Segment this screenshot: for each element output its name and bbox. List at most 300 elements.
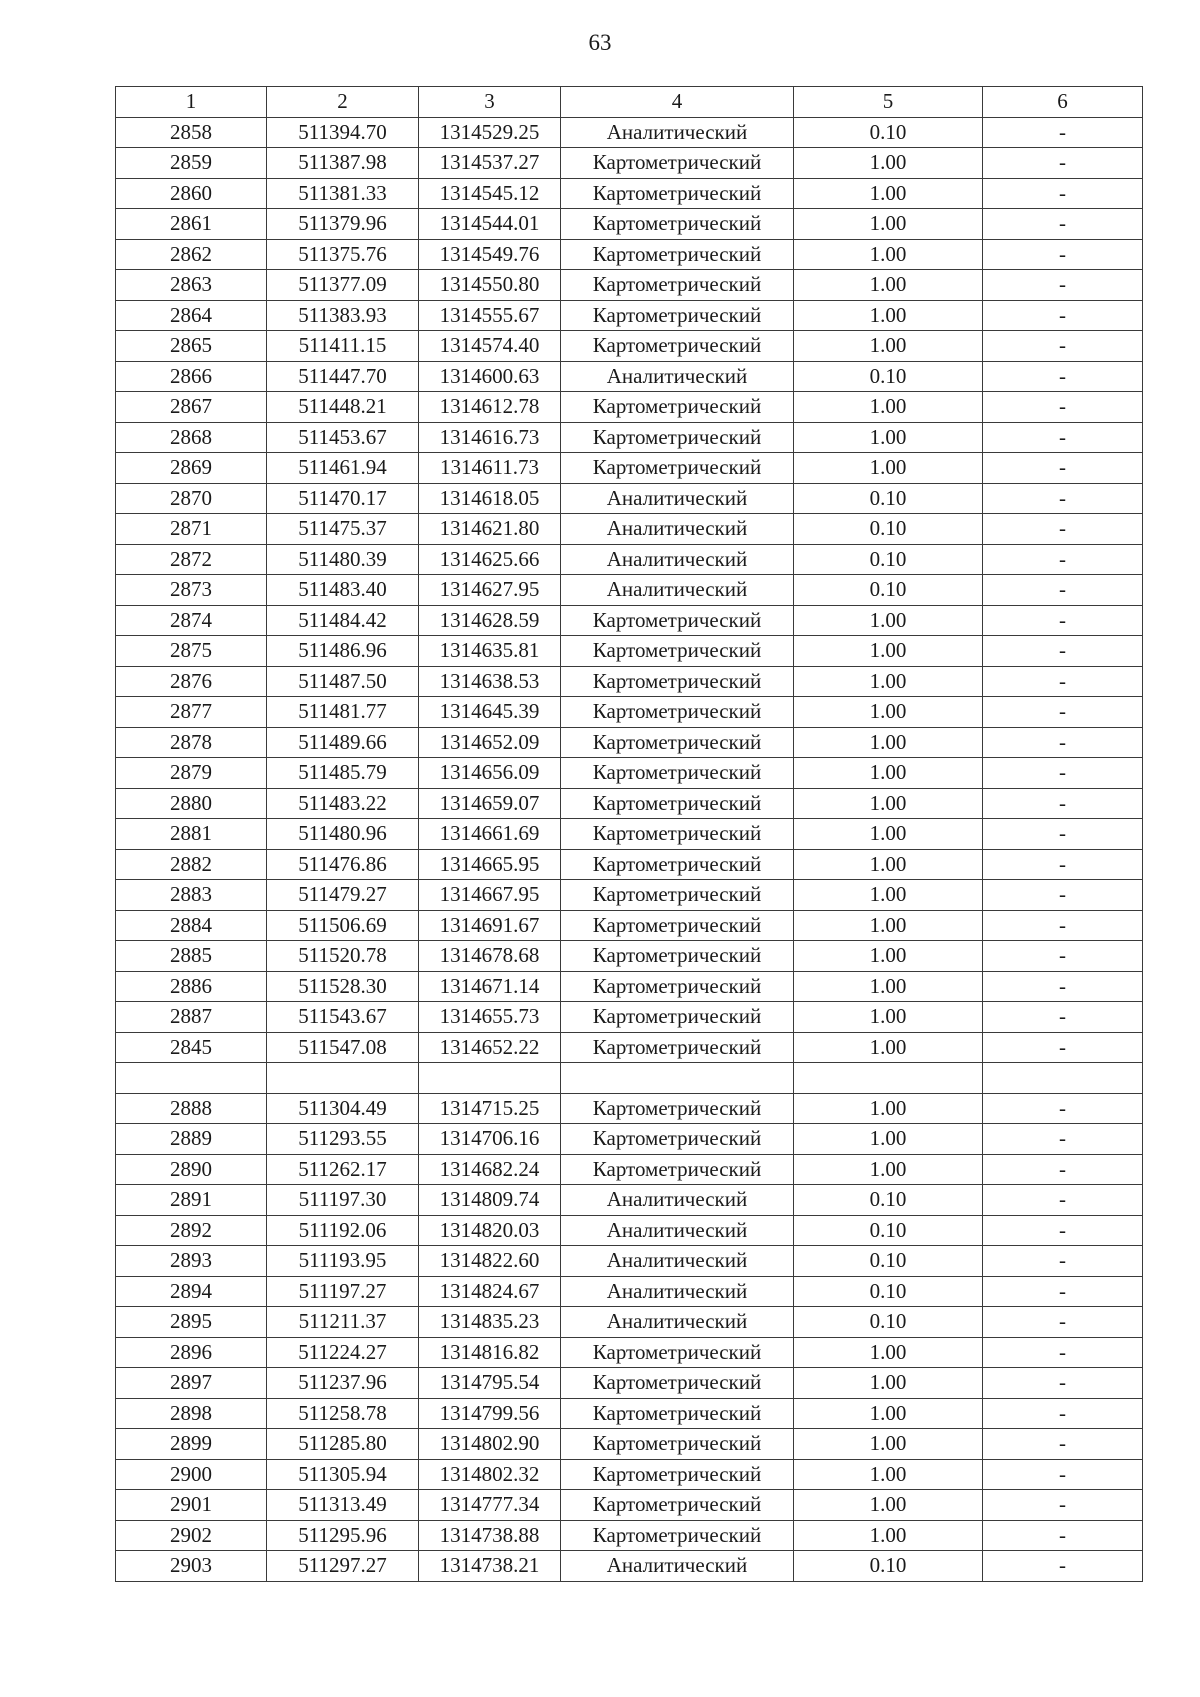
method-cell: Картометрический: [561, 788, 794, 819]
empty-cell: [983, 1063, 1143, 1094]
x-coordinate-cell: 511506.69: [267, 910, 419, 941]
method-cell: Картометрический: [561, 300, 794, 331]
description-cell: -: [983, 117, 1143, 148]
y-coordinate-cell: 1314799.56: [419, 1398, 561, 1429]
method-cell: Картометрический: [561, 1093, 794, 1124]
accuracy-cell: 1.00: [794, 239, 983, 270]
x-coordinate-cell: 511192.06: [267, 1215, 419, 1246]
table-row: [116, 1154, 1143, 1185]
x-coordinate-cell: 511383.93: [267, 300, 419, 331]
method-cell: Картометрический: [561, 636, 794, 667]
accuracy-cell: 1.00: [794, 1337, 983, 1368]
accuracy-cell: 1.00: [794, 666, 983, 697]
description-cell: -: [983, 697, 1143, 728]
x-coordinate-cell: 511305.94: [267, 1459, 419, 1490]
method-cell: Картометрический: [561, 453, 794, 484]
description-cell: -: [983, 1215, 1143, 1246]
point-number-cell: 2863: [116, 270, 267, 301]
x-coordinate-cell: 511447.70: [267, 361, 419, 392]
method-cell: Картометрический: [561, 1398, 794, 1429]
method-cell: Картометрический: [561, 819, 794, 850]
y-coordinate-cell: 1314611.73: [419, 453, 561, 484]
accuracy-cell: 1.00: [794, 1490, 983, 1521]
accuracy-cell: 1.00: [794, 1429, 983, 1460]
method-cell: Картометрический: [561, 758, 794, 789]
point-number-cell: 2883: [116, 880, 267, 911]
y-coordinate-cell: 1314616.73: [419, 422, 561, 453]
method-cell: Аналитический: [561, 1307, 794, 1338]
method-cell: Картометрический: [561, 697, 794, 728]
header-row: [116, 87, 1143, 118]
empty-cell: [794, 1063, 983, 1094]
accuracy-cell: 0.10: [794, 361, 983, 392]
accuracy-cell: 1.00: [794, 300, 983, 331]
table-row: [116, 1124, 1143, 1155]
accuracy-cell: 1.00: [794, 148, 983, 179]
table-row: [116, 1276, 1143, 1307]
method-cell: Аналитический: [561, 575, 794, 606]
x-coordinate-cell: 511295.96: [267, 1520, 419, 1551]
y-coordinate-cell: 1314645.39: [419, 697, 561, 728]
y-coordinate-cell: 1314529.25: [419, 117, 561, 148]
description-cell: -: [983, 1246, 1143, 1277]
y-coordinate-cell: 1314691.67: [419, 910, 561, 941]
method-cell: Картометрический: [561, 1459, 794, 1490]
description-cell: -: [983, 758, 1143, 789]
accuracy-cell: 0.10: [794, 1246, 983, 1277]
description-cell: -: [983, 727, 1143, 758]
y-coordinate-cell: 1314671.14: [419, 971, 561, 1002]
accuracy-cell: 1.00: [794, 422, 983, 453]
x-coordinate-cell: 511486.96: [267, 636, 419, 667]
point-number-cell: 2884: [116, 910, 267, 941]
accuracy-cell: 1.00: [794, 1398, 983, 1429]
method-cell: Картометрический: [561, 392, 794, 423]
point-number-cell: 2870: [116, 483, 267, 514]
accuracy-cell: 1.00: [794, 636, 983, 667]
table-row: [116, 514, 1143, 545]
y-coordinate-cell: 1314627.95: [419, 575, 561, 606]
point-number-cell: 2891: [116, 1185, 267, 1216]
x-coordinate-cell: 511475.37: [267, 514, 419, 545]
description-cell: -: [983, 971, 1143, 1002]
table-row: [116, 1459, 1143, 1490]
accuracy-cell: 0.10: [794, 117, 983, 148]
accuracy-cell: 1.00: [794, 209, 983, 240]
table-row: [116, 1337, 1143, 1368]
method-cell: Картометрический: [561, 1124, 794, 1155]
table-row: [116, 605, 1143, 636]
x-coordinate-cell: 511197.30: [267, 1185, 419, 1216]
method-cell: Аналитический: [561, 514, 794, 545]
table-row: [116, 483, 1143, 514]
point-number-cell: 2860: [116, 178, 267, 209]
point-number-cell: 2899: [116, 1429, 267, 1460]
point-number-cell: 2881: [116, 819, 267, 850]
method-cell: Картометрический: [561, 209, 794, 240]
method-cell: Картометрический: [561, 941, 794, 972]
table-row: [116, 697, 1143, 728]
method-cell: Картометрический: [561, 1520, 794, 1551]
point-number-cell: 2867: [116, 392, 267, 423]
x-coordinate-cell: 511483.40: [267, 575, 419, 606]
column-header-4: 4: [561, 87, 794, 118]
x-coordinate-cell: 511387.98: [267, 148, 419, 179]
table-row: [116, 636, 1143, 667]
table-row: [116, 971, 1143, 1002]
table-row: [116, 361, 1143, 392]
description-cell: -: [983, 910, 1143, 941]
description-cell: -: [983, 453, 1143, 484]
table-row: [116, 1307, 1143, 1338]
y-coordinate-cell: 1314715.25: [419, 1093, 561, 1124]
table-row: [116, 666, 1143, 697]
table-row: [116, 1185, 1143, 1216]
accuracy-cell: 1.00: [794, 788, 983, 819]
accuracy-cell: 1.00: [794, 849, 983, 880]
method-cell: Аналитический: [561, 117, 794, 148]
y-coordinate-cell: 1314656.09: [419, 758, 561, 789]
accuracy-cell: 0.10: [794, 575, 983, 606]
description-cell: -: [983, 1337, 1143, 1368]
description-cell: -: [983, 1032, 1143, 1063]
table-row: [116, 1032, 1143, 1063]
empty-cell: [561, 1063, 794, 1094]
method-cell: Аналитический: [561, 1185, 794, 1216]
x-coordinate-cell: 511211.37: [267, 1307, 419, 1338]
y-coordinate-cell: 1314618.05: [419, 483, 561, 514]
accuracy-cell: 1.00: [794, 910, 983, 941]
point-number-cell: 2880: [116, 788, 267, 819]
point-number-cell: 2866: [116, 361, 267, 392]
y-coordinate-cell: 1314550.80: [419, 270, 561, 301]
point-number-cell: 2868: [116, 422, 267, 453]
accuracy-cell: 1.00: [794, 1124, 983, 1155]
y-coordinate-cell: 1314824.67: [419, 1276, 561, 1307]
y-coordinate-cell: 1314809.74: [419, 1185, 561, 1216]
y-coordinate-cell: 1314802.32: [419, 1459, 561, 1490]
x-coordinate-cell: 511487.50: [267, 666, 419, 697]
method-cell: Картометрический: [561, 1032, 794, 1063]
method-cell: Картометрический: [561, 1368, 794, 1399]
x-coordinate-cell: 511394.70: [267, 117, 419, 148]
x-coordinate-cell: 511543.67: [267, 1002, 419, 1033]
table-row: [116, 270, 1143, 301]
description-cell: -: [983, 819, 1143, 850]
description-cell: -: [983, 270, 1143, 301]
method-cell: Картометрический: [561, 1429, 794, 1460]
description-cell: -: [983, 239, 1143, 270]
method-cell: Картометрический: [561, 331, 794, 362]
point-number-cell: 2875: [116, 636, 267, 667]
description-cell: -: [983, 1398, 1143, 1429]
y-coordinate-cell: 1314835.23: [419, 1307, 561, 1338]
x-coordinate-cell: 511262.17: [267, 1154, 419, 1185]
description-cell: -: [983, 1154, 1143, 1185]
table-row: [116, 1002, 1143, 1033]
method-cell: Картометрический: [561, 148, 794, 179]
point-number-cell: 2890: [116, 1154, 267, 1185]
y-coordinate-cell: 1314822.60: [419, 1246, 561, 1277]
empty-separator-row: [116, 1063, 1143, 1094]
accuracy-cell: 1.00: [794, 1032, 983, 1063]
y-coordinate-cell: 1314544.01: [419, 209, 561, 240]
y-coordinate-cell: 1314600.63: [419, 361, 561, 392]
x-coordinate-cell: 511480.39: [267, 544, 419, 575]
accuracy-cell: 1.00: [794, 270, 983, 301]
x-coordinate-cell: 511461.94: [267, 453, 419, 484]
point-number-cell: 2861: [116, 209, 267, 240]
y-coordinate-cell: 1314652.22: [419, 1032, 561, 1063]
point-number-cell: 2889: [116, 1124, 267, 1155]
y-coordinate-cell: 1314638.53: [419, 666, 561, 697]
y-coordinate-cell: 1314659.07: [419, 788, 561, 819]
x-coordinate-cell: 511476.86: [267, 849, 419, 880]
table-row: [116, 453, 1143, 484]
y-coordinate-cell: 1314612.78: [419, 392, 561, 423]
x-coordinate-cell: 511193.95: [267, 1246, 419, 1277]
x-coordinate-cell: 511485.79: [267, 758, 419, 789]
table-row: [116, 331, 1143, 362]
point-number-cell: 2888: [116, 1093, 267, 1124]
column-header-1: 1: [116, 87, 267, 118]
point-number-cell: 2897: [116, 1368, 267, 1399]
method-cell: Картометрический: [561, 239, 794, 270]
table-row: [116, 1520, 1143, 1551]
description-cell: -: [983, 1551, 1143, 1582]
y-coordinate-cell: 1314667.95: [419, 880, 561, 911]
x-coordinate-cell: 511470.17: [267, 483, 419, 514]
y-coordinate-cell: 1314678.68: [419, 941, 561, 972]
point-number-cell: 2893: [116, 1246, 267, 1277]
column-header-2: 2: [267, 87, 419, 118]
y-coordinate-cell: 1314549.76: [419, 239, 561, 270]
description-cell: -: [983, 1429, 1143, 1460]
description-cell: -: [983, 1093, 1143, 1124]
accuracy-cell: 0.10: [794, 1215, 983, 1246]
y-coordinate-cell: 1314555.67: [419, 300, 561, 331]
point-number-cell: 2862: [116, 239, 267, 270]
point-number-cell: 2858: [116, 117, 267, 148]
x-coordinate-cell: 511547.08: [267, 1032, 419, 1063]
accuracy-cell: 0.10: [794, 514, 983, 545]
accuracy-cell: 0.10: [794, 1551, 983, 1582]
description-cell: -: [983, 1368, 1143, 1399]
y-coordinate-cell: 1314652.09: [419, 727, 561, 758]
point-number-cell: 2885: [116, 941, 267, 972]
accuracy-cell: 1.00: [794, 392, 983, 423]
y-coordinate-cell: 1314706.16: [419, 1124, 561, 1155]
x-coordinate-cell: 511375.76: [267, 239, 419, 270]
point-number-cell: 2876: [116, 666, 267, 697]
method-cell: Аналитический: [561, 1246, 794, 1277]
accuracy-cell: 0.10: [794, 1276, 983, 1307]
point-number-cell: 2879: [116, 758, 267, 789]
table-row: [116, 392, 1143, 423]
method-cell: Картометрический: [561, 1002, 794, 1033]
accuracy-cell: 1.00: [794, 605, 983, 636]
method-cell: Картометрический: [561, 422, 794, 453]
x-coordinate-cell: 511453.67: [267, 422, 419, 453]
method-cell: Аналитический: [561, 544, 794, 575]
accuracy-cell: 1.00: [794, 1154, 983, 1185]
x-coordinate-cell: 511304.49: [267, 1093, 419, 1124]
x-coordinate-cell: 511293.55: [267, 1124, 419, 1155]
table-row: [116, 1215, 1143, 1246]
x-coordinate-cell: 511484.42: [267, 605, 419, 636]
accuracy-cell: 1.00: [794, 697, 983, 728]
x-coordinate-cell: 511479.27: [267, 880, 419, 911]
x-coordinate-cell: 511258.78: [267, 1398, 419, 1429]
table-row: [116, 300, 1143, 331]
table-header: [116, 87, 1143, 118]
x-coordinate-cell: 511381.33: [267, 178, 419, 209]
x-coordinate-cell: 511448.21: [267, 392, 419, 423]
column-header-5: 5: [794, 87, 983, 118]
x-coordinate-cell: 511313.49: [267, 1490, 419, 1521]
y-coordinate-cell: 1314628.59: [419, 605, 561, 636]
point-number-cell: 2878: [116, 727, 267, 758]
method-cell: Картометрический: [561, 910, 794, 941]
method-cell: Картометрический: [561, 178, 794, 209]
point-number-cell: 2871: [116, 514, 267, 545]
method-cell: Аналитический: [561, 1215, 794, 1246]
table-row: [116, 727, 1143, 758]
description-cell: -: [983, 300, 1143, 331]
table-row: [116, 544, 1143, 575]
column-header-3: 3: [419, 87, 561, 118]
description-cell: -: [983, 849, 1143, 880]
point-number-cell: 2872: [116, 544, 267, 575]
table-row: [116, 1368, 1143, 1399]
y-coordinate-cell: 1314738.88: [419, 1520, 561, 1551]
description-cell: -: [983, 178, 1143, 209]
table-row: [116, 819, 1143, 850]
x-coordinate-cell: 511197.27: [267, 1276, 419, 1307]
coordinates-table: [115, 86, 1143, 1582]
y-coordinate-cell: 1314795.54: [419, 1368, 561, 1399]
method-cell: Картометрический: [561, 971, 794, 1002]
x-coordinate-cell: 511237.96: [267, 1368, 419, 1399]
accuracy-cell: 1.00: [794, 758, 983, 789]
y-coordinate-cell: 1314574.40: [419, 331, 561, 362]
point-number-cell: 2865: [116, 331, 267, 362]
y-coordinate-cell: 1314665.95: [419, 849, 561, 880]
method-cell: Картометрический: [561, 1154, 794, 1185]
point-number-cell: 2898: [116, 1398, 267, 1429]
column-header-6: 6: [983, 87, 1143, 118]
y-coordinate-cell: 1314621.80: [419, 514, 561, 545]
accuracy-cell: 1.00: [794, 453, 983, 484]
point-number-cell: 2859: [116, 148, 267, 179]
table-row: [116, 209, 1143, 240]
empty-cell: [116, 1063, 267, 1094]
x-coordinate-cell: 511489.66: [267, 727, 419, 758]
table-row: [116, 758, 1143, 789]
description-cell: -: [983, 880, 1143, 911]
method-cell: Аналитический: [561, 1551, 794, 1582]
point-number-cell: 2887: [116, 1002, 267, 1033]
x-coordinate-cell: 511483.22: [267, 788, 419, 819]
table-row: [116, 880, 1143, 911]
x-coordinate-cell: 511480.96: [267, 819, 419, 850]
description-cell: -: [983, 361, 1143, 392]
y-coordinate-cell: 1314802.90: [419, 1429, 561, 1460]
table-row: [116, 1490, 1143, 1521]
table-row: [116, 941, 1143, 972]
point-number-cell: 2901: [116, 1490, 267, 1521]
accuracy-cell: 1.00: [794, 880, 983, 911]
y-coordinate-cell: 1314537.27: [419, 148, 561, 179]
x-coordinate-cell: 511520.78: [267, 941, 419, 972]
empty-cell: [267, 1063, 419, 1094]
accuracy-cell: 0.10: [794, 483, 983, 514]
y-coordinate-cell: 1314777.34: [419, 1490, 561, 1521]
accuracy-cell: 1.00: [794, 331, 983, 362]
description-cell: -: [983, 331, 1143, 362]
x-coordinate-cell: 511285.80: [267, 1429, 419, 1460]
accuracy-cell: 1.00: [794, 971, 983, 1002]
table-row: [116, 422, 1143, 453]
method-cell: Картометрический: [561, 880, 794, 911]
table-row: [116, 788, 1143, 819]
x-coordinate-cell: 511297.27: [267, 1551, 419, 1582]
method-cell: Картометрический: [561, 605, 794, 636]
point-number-cell: 2895: [116, 1307, 267, 1338]
accuracy-cell: 0.10: [794, 544, 983, 575]
point-number-cell: 2886: [116, 971, 267, 1002]
y-coordinate-cell: 1314661.69: [419, 819, 561, 850]
accuracy-cell: 1.00: [794, 941, 983, 972]
empty-cell: [419, 1063, 561, 1094]
point-number-cell: 2845: [116, 1032, 267, 1063]
accuracy-cell: 1.00: [794, 1368, 983, 1399]
y-coordinate-cell: 1314635.81: [419, 636, 561, 667]
y-coordinate-cell: 1314816.82: [419, 1337, 561, 1368]
y-coordinate-cell: 1314625.66: [419, 544, 561, 575]
description-cell: -: [983, 483, 1143, 514]
method-cell: Аналитический: [561, 1276, 794, 1307]
method-cell: Картометрический: [561, 849, 794, 880]
description-cell: -: [983, 788, 1143, 819]
y-coordinate-cell: 1314820.03: [419, 1215, 561, 1246]
description-cell: -: [983, 544, 1143, 575]
table-row: [116, 1429, 1143, 1460]
x-coordinate-cell: 511528.30: [267, 971, 419, 1002]
method-cell: Картометрический: [561, 666, 794, 697]
page-number: 63: [588, 30, 612, 55]
accuracy-cell: 0.10: [794, 1307, 983, 1338]
description-cell: -: [983, 514, 1143, 545]
method-cell: Картометрический: [561, 727, 794, 758]
description-cell: -: [983, 605, 1143, 636]
description-cell: -: [983, 636, 1143, 667]
accuracy-cell: 1.00: [794, 1520, 983, 1551]
table-row: [116, 849, 1143, 880]
x-coordinate-cell: 511481.77: [267, 697, 419, 728]
y-coordinate-cell: 1314655.73: [419, 1002, 561, 1033]
point-number-cell: 2903: [116, 1551, 267, 1582]
table-row: [116, 117, 1143, 148]
point-number-cell: 2902: [116, 1520, 267, 1551]
description-cell: -: [983, 1307, 1143, 1338]
table-row: [116, 1093, 1143, 1124]
x-coordinate-cell: 511411.15: [267, 331, 419, 362]
table-row: [116, 910, 1143, 941]
description-cell: -: [983, 1490, 1143, 1521]
x-coordinate-cell: 511379.96: [267, 209, 419, 240]
point-number-cell: 2900: [116, 1459, 267, 1490]
